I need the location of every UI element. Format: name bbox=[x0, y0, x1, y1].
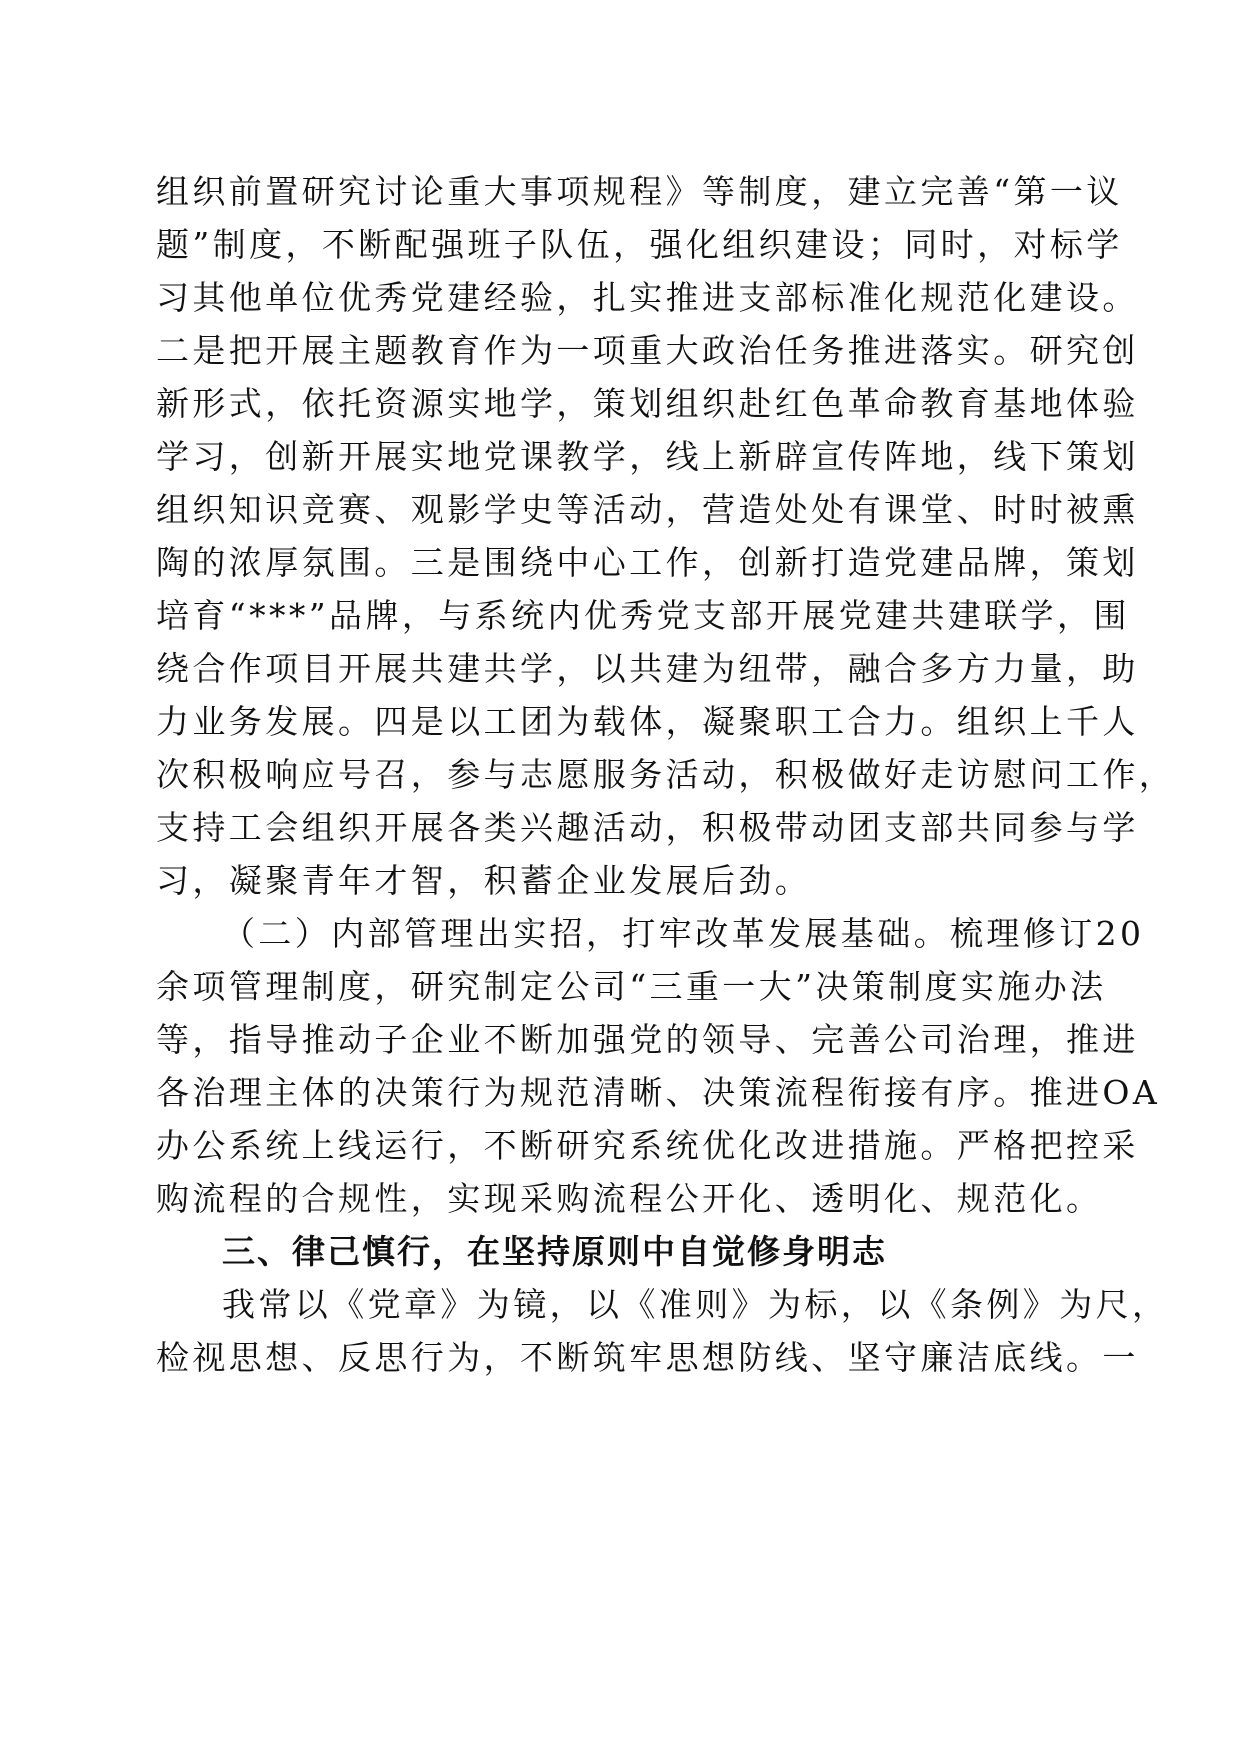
body-text-line: 次积极响应号召，参与志愿服务活动，积极做好走访慰问工作， bbox=[156, 755, 1176, 794]
body-text-line: 二是把开展主题教育作为一项重大政治任务推进落实。研究创 bbox=[156, 331, 1139, 370]
body-text-line: 习，凝聚青年才智，积蓄企业发展后劲。 bbox=[156, 861, 812, 900]
body-text-line: 力业务发展。四是以工团为载体，凝聚职工合力。组织上千人 bbox=[156, 702, 1139, 741]
section-paragraph-start: （二）内部管理出实招，打牢改革发展基础。梳理修订20 bbox=[222, 914, 1145, 953]
body-text-line: 购流程的合规性，实现采购流程公开化、透明化、规范化。 bbox=[156, 1179, 1103, 1218]
body-text-line: 绕合作项目开展共建共学，以共建为纽带，融合多方力量，助 bbox=[156, 649, 1139, 688]
body-text-line: 新形式，依托资源实地学，策划组织赴红色革命教育基地体验 bbox=[156, 384, 1139, 423]
section-heading: 三、律己慎行，在坚持原则中自觉修身明志 bbox=[222, 1232, 887, 1271]
paragraph-start: 我常以《党章》为镜，以《准则》为标，以《条例》为尺， bbox=[222, 1285, 1169, 1324]
body-text-line: 培育“***”品牌，与系统内优秀党支部开展党建共建联学，围 bbox=[156, 596, 1130, 635]
body-text-line: 等，指导推动子企业不断加强党的领导、完善公司治理，推进 bbox=[156, 1020, 1139, 1059]
body-text-line: 学习，创新开展实地党课教学，线上新辟宣传阵地，线下策划 bbox=[156, 437, 1139, 476]
body-text-line: 各治理主体的决策行为规范清晰、决策流程衔接有序。推进OA bbox=[156, 1073, 1161, 1112]
body-text-line: 检视思想、反思行为，不断筑牢思想防线、坚守廉洁底线。一 bbox=[156, 1338, 1139, 1377]
body-text-line: 余项管理制度，研究制定公司“三重一大”决策制度实施办法 bbox=[156, 967, 1107, 1006]
body-text-line: 习其他单位优秀党建经验，扎实推进支部标准化规范化建设。 bbox=[156, 278, 1139, 317]
body-text-line: 组织知识竞赛、观影学史等活动，营造处处有课堂、时时被熏 bbox=[156, 490, 1139, 529]
body-text-line: 组织前置研究讨论重大事项规程》等制度，建立完善“第一议 bbox=[156, 172, 1123, 211]
body-text-line: 题”制度，不断配强班子队伍，强化组织建设；同时，对标学 bbox=[156, 225, 1123, 264]
body-text-line: 陶的浓厚氛围。三是围绕中心工作，创新打造党建品牌，策划 bbox=[156, 543, 1139, 582]
body-text-line: 支持工会组织开展各类兴趣活动，积极带动团支部共同参与学 bbox=[156, 808, 1139, 847]
body-text-line: 办公系统上线运行，不断研究系统优化改进措施。严格把控采 bbox=[156, 1126, 1139, 1165]
